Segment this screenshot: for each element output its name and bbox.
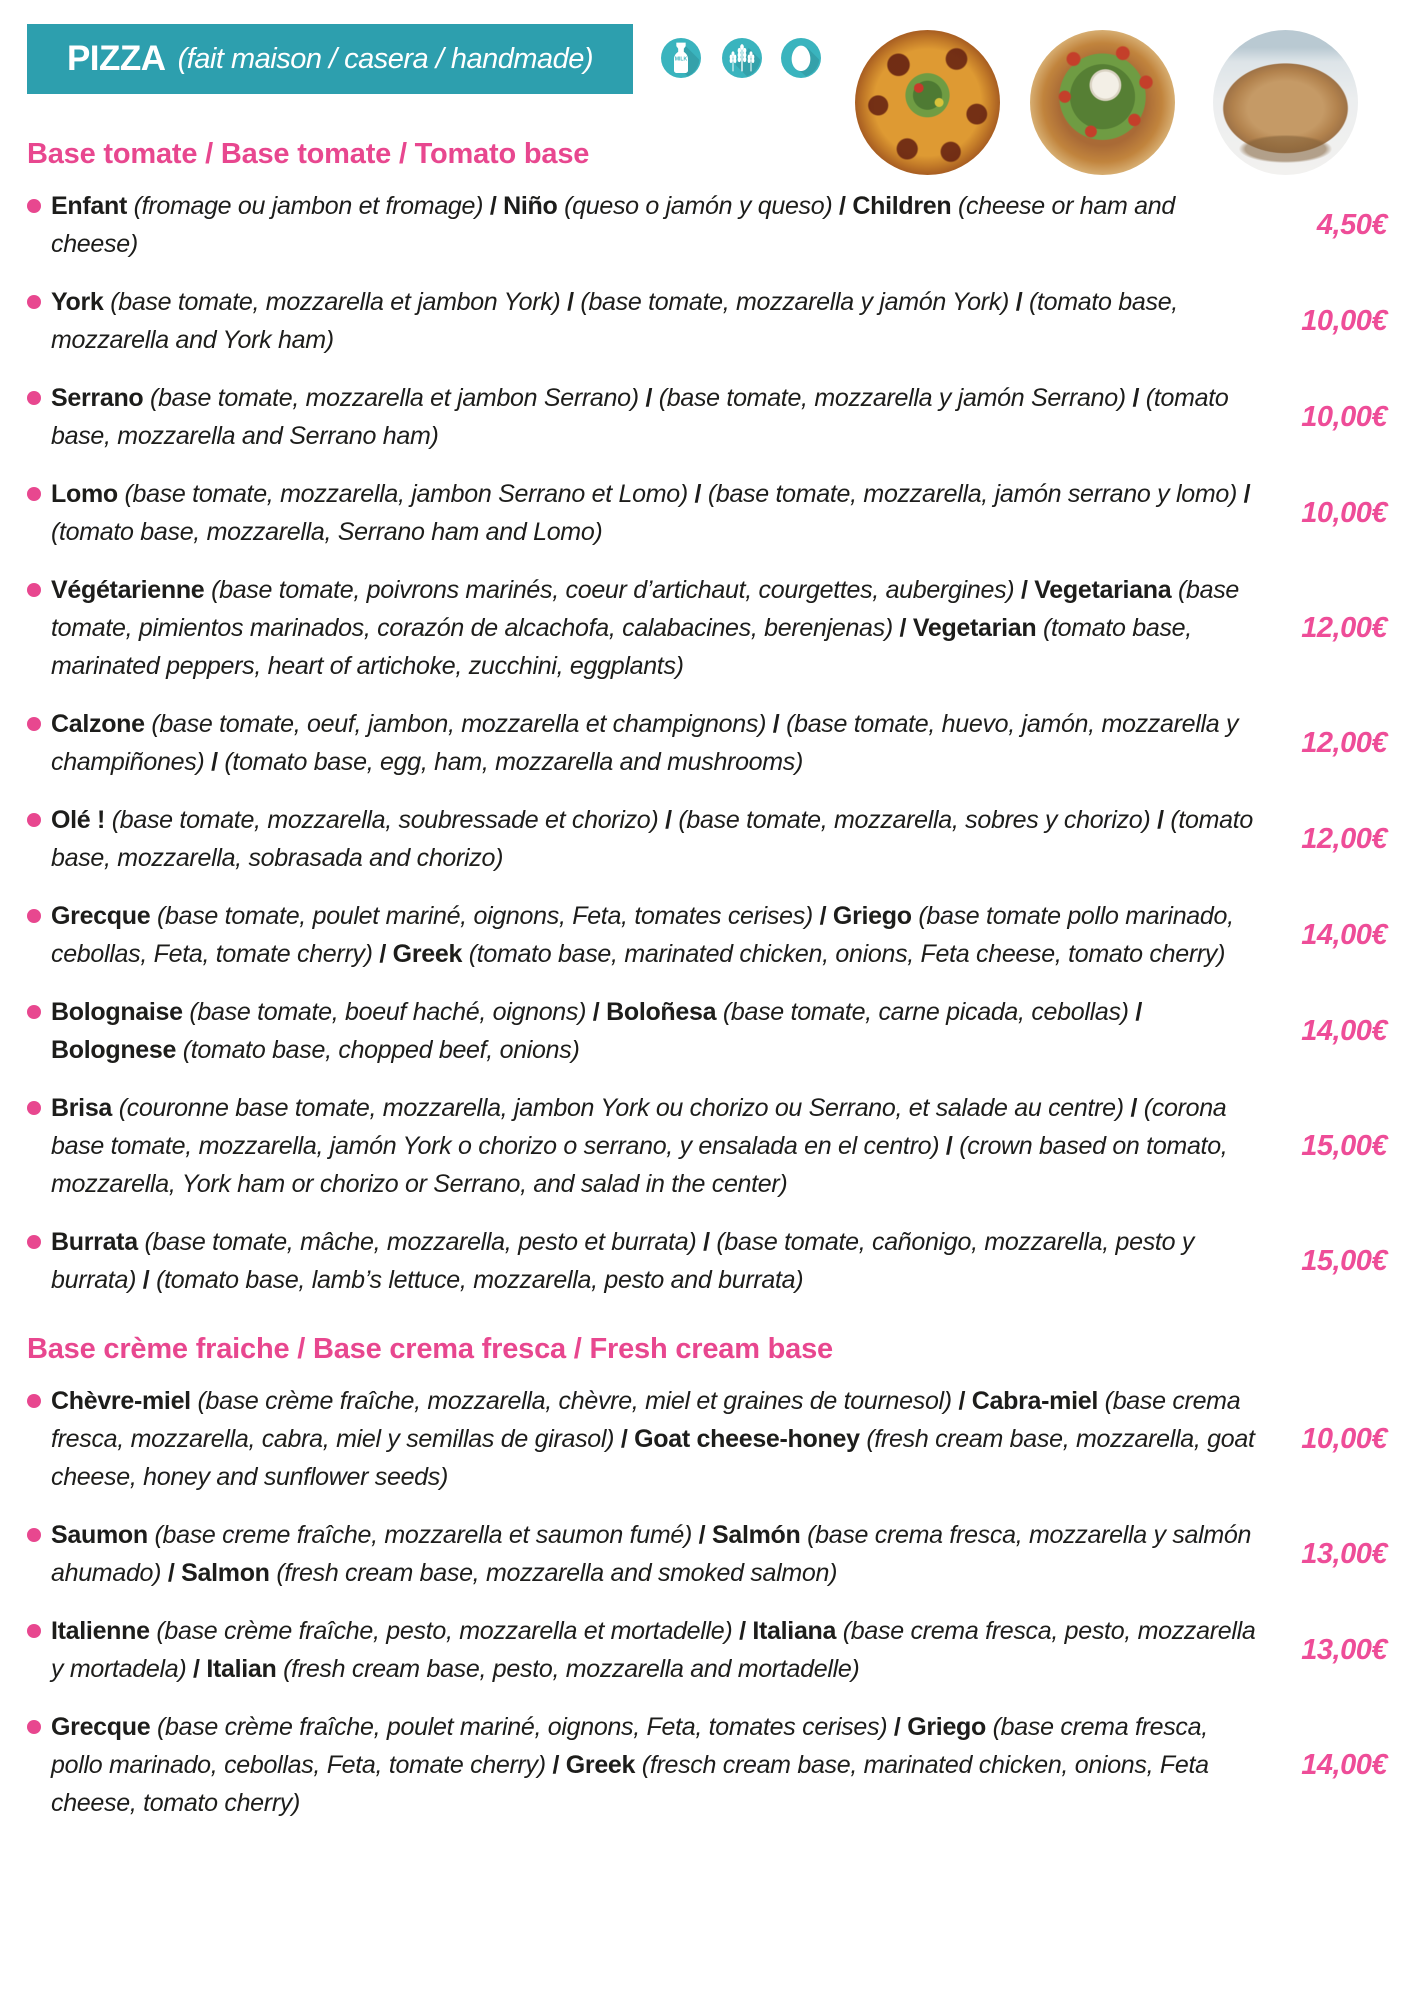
item-name-text: /: [592, 998, 600, 1026]
item-description: [51, 801, 1279, 877]
item-ingredients-text: (base tomate pollo marinado, cebollas, Feta, tomate cherry): [51, 902, 1234, 968]
item-name-text: Calzone: [51, 710, 145, 738]
item-price: 10,00€: [1301, 304, 1387, 337]
item-name-text: Children: [852, 192, 952, 220]
item-name-text: /: [739, 1617, 746, 1645]
item-ingredients-text: (base tomate, mozzarella y jamón Serrano): [658, 384, 1126, 412]
menu-item: [27, 1089, 1387, 1203]
item-description: [51, 1708, 1279, 1822]
item-name-text: Salmon: [181, 1559, 270, 1587]
item-price: 10,00€: [1301, 1422, 1387, 1455]
item-description: [51, 1516, 1279, 1592]
item-ingredients-text: (base tomate, cañonigo, mozzarella, pesto y burrata): [51, 1228, 1195, 1294]
item-price: 14,00€: [1301, 1014, 1387, 1047]
menu-item: [27, 897, 1387, 973]
menu-item: [27, 993, 1387, 1069]
item-name-text: Enfant: [51, 192, 127, 220]
item-ingredients-text: (base tomate, carne picada, cebollas): [722, 998, 1129, 1026]
item-name-text: Burrata: [51, 1228, 138, 1256]
item-ingredients-text: (crown based on tomato, mozzarella, York ham or chorizo or Serrano, and salad in the center): [51, 1132, 1228, 1198]
item-ingredients-text: (base tomate, mozzarella et jambon Serrano): [150, 384, 639, 412]
item-ingredients-text: (tomato base, lamb’s lettuce, mozzarella, pesto and burrata): [156, 1266, 804, 1294]
menu-item: [27, 1708, 1387, 1822]
svg-text:MILK: MILK: [674, 56, 688, 63]
gluten-allergen-icon: [719, 35, 765, 81]
item-description: [51, 187, 1279, 263]
item-ingredients-text: (fresch cream base, marinated chicken, onions, Feta cheese, tomato cherry): [51, 1751, 1209, 1817]
item-name-text: /: [1157, 806, 1164, 834]
item-ingredients-text: (tomato base, mozzarella and Serrano ham): [51, 384, 1229, 450]
item-ingredients-text: (base tomate, pimientos marinados, corazón de alcachofa, calabacines, berenjenas): [51, 576, 1240, 642]
item-name-text: /: [1020, 576, 1028, 604]
item-name-text: /: [211, 748, 218, 776]
item-ingredients-text: (fresh cream base, mozzarella, goat cheese, honey and sunflower seeds): [51, 1425, 1255, 1491]
item-ingredients-text: (base tomate, mozzarella, jamón serrano y lomo): [707, 480, 1238, 508]
item-ingredients-text: (base creme fraîche, mozzarella et saumon fumé): [154, 1521, 692, 1549]
item-description: [51, 475, 1279, 551]
item-description: [51, 705, 1279, 781]
item-ingredients-text: (tomato base, mozzarella and York ham): [51, 288, 1178, 354]
bullet-icon: [27, 1720, 41, 1734]
menu-list: [27, 138, 1387, 1842]
item-description: [51, 1223, 1279, 1299]
item-name-text: /: [645, 384, 653, 412]
menu-item: [27, 571, 1387, 685]
item-price: 12,00€: [1301, 726, 1387, 759]
bullet-icon: [27, 1394, 41, 1408]
egg-allergen-icon: [778, 35, 824, 81]
item-ingredients-text: (base tomate, oeuf, jambon, mozzarella et champignons): [151, 710, 767, 738]
section-heading: Base crème fraiche / Base crema fresca / Fresh cream base: [27, 1333, 833, 1365]
item-price: 4,50€: [1316, 208, 1387, 241]
bullet-icon: [27, 717, 41, 731]
item-price: 12,00€: [1301, 611, 1387, 644]
item-description: [51, 571, 1279, 685]
item-ingredients-text: (fresh cream base, pesto, mozzarella and mortadelle): [283, 1655, 860, 1683]
item-ingredients-text: (base tomate, mâche, mozzarella, pesto et burrata): [144, 1228, 697, 1256]
item-ingredients-text: (base crema fresca, mozzarella, cabra, miel y semillas de girasol): [51, 1387, 1241, 1453]
item-name-text: Chèvre-miel: [51, 1387, 191, 1415]
item-name-text: Lomo: [51, 480, 118, 508]
item-description: [51, 283, 1279, 359]
bullet-icon: [27, 1528, 41, 1542]
item-ingredients-text: (corona base tomate, mozzarella, jamón York o chorizo o serrano, y ensalada en el centro): [51, 1094, 1227, 1160]
item-ingredients-text: (tomato base, chopped beef, onions): [182, 1036, 580, 1064]
item-name-text: Griego: [832, 902, 912, 930]
item-description: [51, 1089, 1279, 1203]
item-price: 14,00€: [1301, 918, 1387, 951]
bullet-icon: [27, 295, 41, 309]
item-ingredients-text: (base tomate, mozzarella, soubressade et chorizo): [111, 806, 659, 834]
item-name-text: Bolognese: [51, 1036, 177, 1064]
item-ingredients-text: (base crème fraîche, poulet mariné, oignons, Feta, tomates cerises): [157, 1713, 888, 1741]
item-ingredients-text: (fromage ou jambon et fromage): [133, 192, 484, 220]
item-name-text: Boloñesa: [606, 998, 717, 1026]
item-name-text: /: [379, 940, 387, 968]
item-price: 13,00€: [1301, 1633, 1387, 1666]
item-name-text: Italiana: [752, 1617, 837, 1645]
item-name-text: /: [193, 1655, 200, 1683]
item-name-text: Niño: [503, 192, 558, 220]
item-name-text: Olé !: [51, 806, 106, 834]
bullet-icon: [27, 909, 41, 923]
menu-item: [27, 475, 1387, 551]
item-price: 12,00€: [1301, 822, 1387, 855]
milk-allergen-icon: [658, 35, 704, 81]
item-name-text: /: [142, 1266, 150, 1294]
item-name-text: York: [51, 288, 104, 316]
item-ingredients-text: (couronne base tomate, mozzarella, jambon York ou chorizo ou Serrano, et salade au centre): [118, 1094, 1124, 1122]
item-name-text: /: [698, 1521, 706, 1549]
item-name-text: Greek: [565, 1751, 636, 1779]
item-ingredients-text: (base tomate, poivrons marinés, coeur d’artichaut, courgettes, aubergines): [211, 576, 1015, 604]
bullet-icon: [27, 1235, 41, 1249]
item-name-text: Vegetariana: [1034, 576, 1172, 604]
bullet-icon: [27, 391, 41, 405]
item-name-text: Italian: [206, 1655, 277, 1683]
page-title: PIZZA: [66, 39, 166, 78]
item-ingredients-text: (base tomate, mozzarella y jamón York): [580, 288, 1010, 316]
item-name-text: Goat cheese-honey: [634, 1425, 860, 1453]
item-ingredients-text: (cheese or ham and cheese): [51, 192, 1175, 258]
item-ingredients-text: (tomato base, marinated peppers, heart of artichoke, zucchini, eggplants): [51, 614, 1192, 680]
item-ingredients-text: (base crema fresca, mozzarella y salmón ahumado): [51, 1521, 1252, 1587]
item-name-text: Grecque: [51, 1713, 151, 1741]
item-name-text: /: [489, 192, 497, 220]
bullet-icon: [27, 1624, 41, 1638]
item-ingredients-text: (base crema fresca, pollo marinado, cebollas, Feta, tomate cherry): [51, 1713, 1208, 1779]
item-price: 13,00€: [1301, 1537, 1387, 1570]
bullet-icon: [27, 813, 41, 827]
bullet-icon: [27, 199, 41, 213]
item-price: 14,00€: [1301, 1748, 1387, 1781]
item-price: 10,00€: [1301, 496, 1387, 529]
item-ingredients-text: (base tomate, boeuf haché, oignons): [189, 998, 587, 1026]
menu-section: [27, 138, 1387, 1299]
item-name-text: /: [620, 1425, 628, 1453]
item-name-text: /: [703, 1228, 710, 1256]
item-name-text: Grecque: [51, 902, 151, 930]
item-name-text: Bolognaise: [51, 998, 183, 1026]
item-ingredients-text: (tomato base, egg, ham, mozzarella and mushrooms): [224, 748, 804, 776]
item-name-text: Vegetarian: [912, 614, 1037, 642]
item-ingredients-text: (base tomate, mozzarella et jambon York): [110, 288, 561, 316]
item-name-text: /: [665, 806, 672, 834]
menu-item: [27, 1516, 1387, 1592]
item-name-text: /: [819, 902, 827, 930]
item-name-text: /: [1135, 998, 1142, 1026]
item-description: [51, 379, 1279, 455]
item-name-text: /: [552, 1751, 560, 1779]
item-name-text: Italienne: [51, 1617, 150, 1645]
item-name-text: Griego: [907, 1713, 986, 1741]
item-name-text: /: [839, 192, 846, 220]
menu-item: [27, 1223, 1387, 1299]
item-description: [51, 897, 1279, 973]
item-name-text: /: [1243, 480, 1251, 508]
menu-section: [27, 1333, 1387, 1822]
item-ingredients-text: (base crema fresca, pesto, mozzarella y mortadela): [51, 1617, 1256, 1683]
item-ingredients-text: (fresh cream base, mozzarella and smoked salmon): [276, 1559, 838, 1587]
item-ingredients-text: (queso o jamón y queso): [564, 192, 833, 220]
item-name-text: Salmón: [711, 1521, 801, 1549]
bullet-icon: [27, 583, 41, 597]
item-price: 10,00€: [1301, 400, 1387, 433]
pizza-header-banner: [27, 24, 633, 94]
item-name-text: /: [567, 288, 574, 316]
item-name-text: /: [899, 614, 907, 642]
item-price: 15,00€: [1301, 1244, 1387, 1277]
menu-item: [27, 801, 1387, 877]
item-ingredients-text: (base tomate, mozzarella, jambon Serrano et Lomo): [124, 480, 688, 508]
section-heading: Base tomate / Base tomate / Tomato base: [27, 138, 590, 170]
item-name-text: /: [958, 1387, 966, 1415]
item-ingredients-text: (base crème fraîche, pesto, mozzarella et mortadelle): [156, 1617, 733, 1645]
item-description: [51, 993, 1279, 1069]
item-name-text: Brisa: [51, 1094, 113, 1122]
item-ingredients-text: (base tomate, mozzarella, sobres y chorizo): [678, 806, 1151, 834]
item-ingredients-text: (base crème fraîche, mozzarella, chèvre, miel et graines de tournesol): [197, 1387, 952, 1415]
menu-item: [27, 187, 1387, 263]
item-name-text: /: [772, 710, 780, 738]
menu-item: [27, 1612, 1387, 1688]
item-name-text: Végétarienne: [51, 576, 205, 604]
menu-item: [27, 1382, 1387, 1496]
item-name-text: /: [1015, 288, 1023, 316]
bullet-icon: [27, 1005, 41, 1019]
menu-item: [27, 705, 1387, 781]
item-description: [51, 1382, 1279, 1496]
menu-item: [27, 379, 1387, 455]
item-ingredients-text: (tomato base, marinated chicken, onions, Feta cheese, tomato cherry): [468, 940, 1226, 968]
item-name-text: Saumon: [51, 1521, 148, 1549]
item-name-text: /: [945, 1132, 953, 1160]
item-ingredients-text: (base tomate, poulet mariné, oignons, Feta, tomates cerises): [157, 902, 813, 930]
item-name-text: Greek: [392, 940, 463, 968]
bullet-icon: [27, 487, 41, 501]
item-name-text: /: [1130, 1094, 1138, 1122]
page-subtitle: (fait maison / casera / handmade): [177, 42, 594, 75]
item-ingredients-text: (tomato base, mozzarella, sobrasada and chorizo): [51, 806, 1254, 872]
item-description: [51, 1612, 1279, 1688]
item-price: 15,00€: [1301, 1129, 1387, 1162]
item-name-text: Cabra-miel: [971, 1387, 1099, 1415]
item-ingredients-text: (tomato base, mozzarella, Serrano ham and Lomo): [51, 518, 603, 546]
item-ingredients-text: (base tomate, huevo, jamón, mozzarella y champiñones): [51, 710, 1239, 776]
menu-item: [27, 283, 1387, 359]
item-name-text: /: [694, 480, 702, 508]
bullet-icon: [27, 1101, 41, 1115]
item-name-text: /: [893, 1713, 901, 1741]
item-name-text: Serrano: [51, 384, 144, 412]
item-name-text: /: [167, 1559, 175, 1587]
item-name-text: /: [1132, 384, 1140, 412]
